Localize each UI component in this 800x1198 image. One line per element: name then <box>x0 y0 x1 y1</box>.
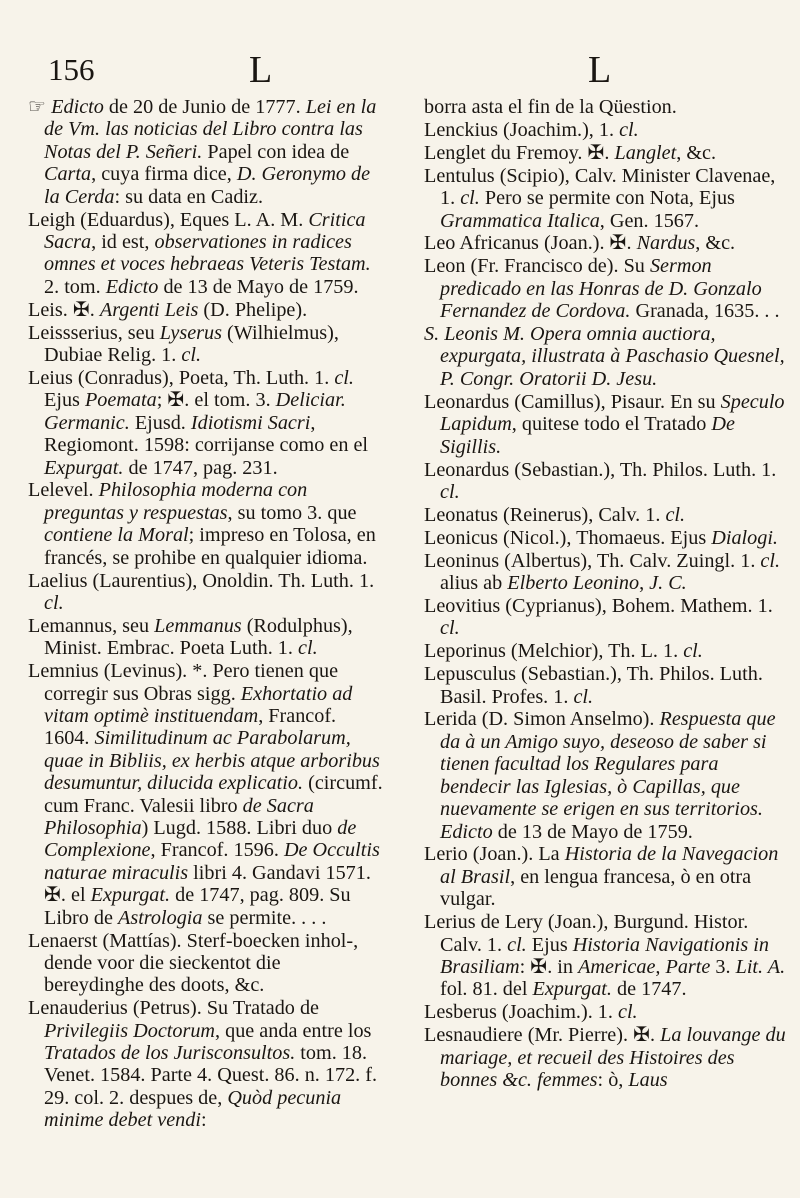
italic-text: Poemata <box>84 389 157 412</box>
dictionary-entry <box>424 165 786 232</box>
dictionary-entry <box>28 299 383 321</box>
entry-text: Lesnaudiere (Mr. Pierre). ✠. <box>424 1024 661 1047</box>
running-head-right-letter: L <box>588 49 612 91</box>
dictionary-entry <box>28 930 383 997</box>
entry-text: , Gen. 1567. <box>599 209 700 232</box>
entry-text: Leonardus (Camillus), Pisaur. En su <box>424 390 721 413</box>
dictionary-entry <box>424 1024 786 1091</box>
right-column <box>424 96 786 1092</box>
entry-text: Lenauderius (Petrus). Su Tratado de <box>28 997 319 1020</box>
entry-text: , &c. <box>676 141 717 164</box>
italic-text: Idiotismi Sacri <box>190 411 311 434</box>
dictionary-entry <box>28 367 383 479</box>
page-header <box>20 49 780 92</box>
italic-text: Edicto <box>440 820 493 843</box>
dictionary-entry <box>424 708 786 842</box>
entry-text: , Francof. 1596. <box>150 839 284 862</box>
dictionary-entry <box>28 479 383 569</box>
dictionary-entry <box>424 1001 786 1023</box>
italic-text: Grammatica Italica <box>440 209 600 232</box>
entry-text: Leonatus (Reinerus), Calv. 1. <box>424 503 666 526</box>
entry-text: Ejusd. <box>129 411 191 434</box>
entry-text: Leon (Fr. Francisco de). Su <box>424 255 650 278</box>
italic-text: cl. <box>440 480 460 503</box>
italic-text: Expurgat. <box>532 978 612 1001</box>
entry-text: Lerida (D. Simon Anselmo). <box>424 708 660 731</box>
dictionary-entry <box>424 595 786 640</box>
entry-text: , &c. <box>695 232 736 255</box>
italic-text: J. C. <box>649 572 687 595</box>
entry-text: ☞ <box>28 96 52 118</box>
italic-text: de Complexione <box>44 817 357 862</box>
italic-text: Nardus <box>636 232 696 255</box>
entry-text: , <box>639 572 650 595</box>
italic-text: cl. <box>665 503 686 526</box>
italic-text: Astrologia <box>118 906 203 929</box>
italic-text: cl. <box>619 118 639 141</box>
italic-text: cl. <box>573 685 594 708</box>
italic-text: Dialogi. <box>711 526 778 549</box>
dictionary-entry <box>424 232 786 254</box>
entry-text: , su tomo 3. que <box>227 501 357 524</box>
italic-text: Privilegiis Doctorum <box>44 1019 216 1042</box>
italic-text: Elberto Leonino <box>507 572 640 595</box>
entry-text: ; ✠. el tom. 3. <box>156 389 276 412</box>
entry-text: 3. <box>710 955 736 978</box>
entry-text: Lemannus, seu <box>28 614 155 637</box>
italic-text: cl. <box>617 1001 638 1024</box>
italic-text: Carta <box>44 163 92 186</box>
dictionary-entry <box>28 570 383 615</box>
entry-text: , quitese todo el Tratado <box>511 413 712 436</box>
dictionary-entry <box>28 209 383 299</box>
entry-text: de 20 de Junio de 1777. <box>103 96 301 118</box>
entry-text: de 1747. <box>611 978 687 1001</box>
entry-text: , en lengua francesa, ò en otra vulgar. <box>440 865 752 911</box>
dictionary-entry <box>28 96 383 208</box>
italic-text: cl. <box>334 366 354 389</box>
dictionary-entry <box>424 459 786 504</box>
italic-text: de Sacra Philosophia <box>44 794 314 839</box>
entry-text: Leius (Conradus), Poeta, Th. Luth. 1. <box>28 366 335 389</box>
italic-text: Tratados de los Jurisconsultos. <box>44 1042 296 1065</box>
italic-text: Historia de la Navegacion al Brasil <box>440 843 779 888</box>
italic-text: Quòd pecunia minime debet vendi <box>44 1086 342 1132</box>
italic-text: cl. <box>507 933 527 956</box>
entry-text: Lelevel. <box>28 479 99 502</box>
italic-text: Speculo Lapidum <box>440 390 785 436</box>
italic-text: cl. <box>760 549 781 572</box>
italic-text: cl. <box>683 640 703 663</box>
dictionary-entry <box>28 997 383 1131</box>
italic-text: Lei en la de Vm. las noticias del Libro contra las Notas del P. Señeri. <box>44 96 377 163</box>
page-number: 156 <box>48 52 95 87</box>
italic-text: Lyserus <box>159 321 222 344</box>
italic-text: contiene la Moral <box>44 524 189 547</box>
entry-text: Lenglet du Fremoy. ✠. <box>424 141 615 164</box>
entry-text: : ò, <box>597 1068 629 1091</box>
italic-text: cl. <box>44 591 64 614</box>
entry-text: Laelius (Laurentius), Onoldin. Th. Luth. 1. <box>28 569 375 592</box>
entry-text: Papel con idea de <box>202 140 350 163</box>
italic-text: La louvange du mariage, et recueil des Histoires des bonnes &c. femmes <box>440 1024 786 1091</box>
entry-text: Leoninus (Albertus), Th. Calv. Zuingl. 1. <box>424 549 761 572</box>
entry-text: : su data en Cadiz. <box>114 185 264 208</box>
entry-text: Leovitius (Cyprianus), Bohem. Mathem. 1. <box>424 594 773 617</box>
entry-text: Leo Africanus (Joan.). ✠. <box>424 232 637 255</box>
entry-text: Leissserius, seu <box>28 321 160 344</box>
entry-text: Lenckius (Joachim.), 1. <box>424 118 620 141</box>
dictionary-entry <box>424 391 786 458</box>
italic-text: cl. <box>298 637 318 660</box>
italic-text: Argenti Leis <box>99 298 199 321</box>
entry-text: , Francof. 1604. <box>44 704 337 750</box>
dictionary-entry <box>424 663 786 708</box>
dictionary-entry <box>424 843 786 910</box>
entry-text: Leonardus (Sebastian.), Th. Philos. Luth. 1. <box>424 458 777 481</box>
entry-text: , que anda entre los <box>215 1019 372 1042</box>
italic-text: D. Geronymo de la Cerda <box>44 163 371 208</box>
italic-text: cl. <box>181 343 201 366</box>
entry-text: (circumf. cum Franc. Valesii libro <box>44 772 383 817</box>
italic-text: Lemmanus <box>154 614 242 637</box>
dictionary-entry <box>28 615 383 660</box>
italic-text: cl. <box>460 187 480 210</box>
italic-text: Americae, Parte <box>578 955 711 978</box>
dictionary-entry <box>424 527 786 549</box>
italic-text: Historia Navigationis in Brasiliam <box>440 933 770 978</box>
italic-text: observationes in radices omnes et voces hebraeas Veteris Testam. <box>44 230 371 276</box>
dictionary-entry <box>424 142 786 164</box>
entry-text: libri 4. Gandavi 1571. ✠. el <box>44 861 371 907</box>
entry-text: : ✠. in <box>519 955 579 978</box>
italic-text: cl. <box>440 617 460 640</box>
entry-text: Leporinus (Melchior), Th. L. 1. <box>424 640 684 663</box>
dictionary-entry <box>424 96 786 118</box>
entry-text: Leigh (Eduardus), Eques L. A. M. <box>28 208 309 231</box>
entry-text: de 13 de Mayo de 1759. <box>492 820 693 843</box>
left-column <box>28 96 383 1132</box>
entry-text: tom. 18. Venet. 1584. Parte 4. Quest. 86. n. 172. f. 29. col. 2. despues de, <box>44 1042 378 1109</box>
entry-text: Leis. ✠. <box>28 298 100 321</box>
italic-text: Similitudinum ac Parabolarum, quae in Bibliis, ex herbis atque arboribus desumuntur, dilucida explicatio. <box>44 727 380 795</box>
italic-text: Deliciar. Germanic. <box>44 389 346 434</box>
italic-text: Expurgat. <box>44 456 124 479</box>
entry-text: 2. tom. <box>44 275 106 298</box>
entry-text: (Rodulphus), Minist. Embrac. Poeta Luth. 1. <box>44 614 353 660</box>
italic-text: Lit. A. <box>735 955 786 978</box>
italic-text: Critica Sacra <box>44 208 366 253</box>
italic-text: S. Leonis M. Opera omnia auctiora, expurgata, illustrata à Paschasio Quesnel, P. Congr. Oratorii D. Jesu. <box>424 323 785 390</box>
entry-text: Lerio (Joan.). La <box>424 843 565 866</box>
entry-text: ; impreso en Tolosa, en francés, se prohibe en qualquier idioma. <box>44 524 376 569</box>
dictionary-entry <box>424 255 786 322</box>
italic-text: De Sigillis. <box>440 413 735 458</box>
entry-text: Lesberus (Joachim.). 1. <box>424 1001 618 1024</box>
entry-text: , id est, <box>91 230 155 253</box>
entry-text: , cuya firma dice, <box>91 163 237 186</box>
italic-text: Expurgat. <box>90 884 171 907</box>
entry-text: se permite. . . . <box>202 906 327 929</box>
entry-text: Leonicus (Nicol.), Thomaeus. Ejus <box>424 526 712 549</box>
italic-text: Respuesta que da à un Amigo suyo, deseoso de saber si tienen facultad los Regulares para bendecir las Iglesias, ò Capillas, que nuevamente se erigen en sus territorios. <box>440 708 776 821</box>
italic-text: Exhortatio ad vitam optimè instituendam <box>44 682 353 727</box>
entry-text: Lemnius (Levinus). *. Pero tienen que corregir sus Obras sigg. <box>28 660 339 705</box>
entry-text: alius ab <box>440 572 508 595</box>
entry-text: Ejus <box>526 933 573 956</box>
entry-text: Lentulus (Scipio), Calv. Minister Clavenae, 1. <box>424 164 776 210</box>
italic-text: Edicto <box>51 96 104 118</box>
entry-text: de 1747, pag. 231. <box>123 456 278 479</box>
italic-text: Langlet <box>614 141 677 164</box>
italic-text: De Occultis naturae miraculis <box>44 839 380 884</box>
entry-text: Pero se permite con Nota, Ejus <box>479 187 735 210</box>
dictionary-entry <box>424 323 786 390</box>
entry-text: : <box>200 1109 207 1132</box>
entry-text: fol. 81. del <box>440 978 533 1001</box>
italic-text: Philosophia moderna con preguntas y respuestas <box>44 479 308 524</box>
running-head-left-letter: L <box>249 49 273 91</box>
entry-text: Lerius de Lery (Joan.), Burgund. Histor. Calv. 1. <box>424 911 749 956</box>
entry-text: (D. Phelipe). <box>198 298 308 321</box>
entry-text: Ejus <box>44 389 85 412</box>
entry-text: (Wilhielmus), Dubiae Relig. 1. <box>44 321 339 366</box>
dictionary-entry <box>28 660 383 929</box>
entry-text: , Regiomont. 1598: corrijanse como en el <box>44 411 369 457</box>
entry-text: Lenaerst (Mattías). Sterf-boecken inhol-, dende voor die sieckentot die bereydinghe des doots, &c. <box>28 929 359 997</box>
dictionary-entry <box>424 504 786 526</box>
entry-text: de 13 de Mayo de 1759. <box>158 275 359 298</box>
entry-text: borra asta el fin de la Qüestion. <box>424 96 677 118</box>
dictionary-entry <box>424 640 786 662</box>
italic-text: Sermon predicado en las Honras de D. Gonzalo Fernandez de Cordova. <box>440 255 762 323</box>
italic-text: Laus <box>628 1068 668 1091</box>
entry-text: Granada, 1635. . . <box>630 300 780 323</box>
entry-text: ) Lugd. 1588. Libri duo <box>141 817 338 839</box>
dictionary-entry <box>28 322 383 367</box>
dictionary-entry <box>424 911 786 1001</box>
entry-text: Lepusculus (Sebastian.), Th. Philos. Luth. Basil. Profes. 1. <box>424 663 763 708</box>
dictionary-entry <box>424 119 786 141</box>
entry-text: de 1747, pag. 809. Su Libro de <box>44 884 351 929</box>
italic-text: Edicto <box>105 275 159 298</box>
dictionary-entry <box>424 550 786 595</box>
